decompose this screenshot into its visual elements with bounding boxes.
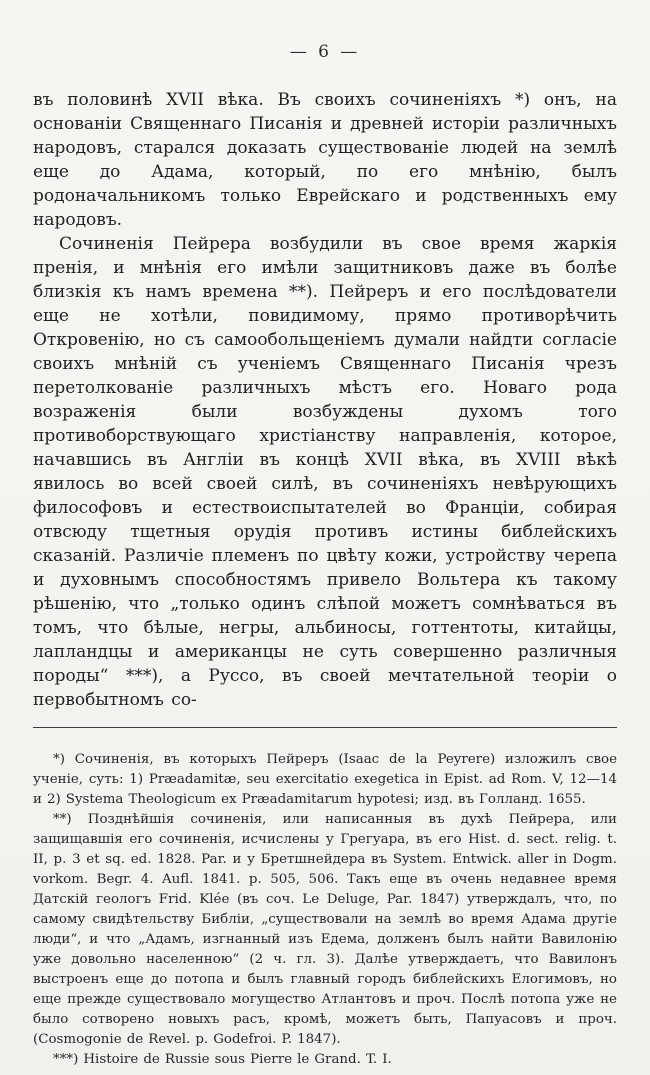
page-number: — 6 —: [289, 42, 361, 62]
footnote: ***) Histoire de Russie sous Pierre le Grand. T. I.: [53, 1052, 392, 1067]
paragraph: въ половинѣ XVII вѣка. Въ своихъ сочиненіяхъ *) онъ, на основаніи Священнаго Писанія и древней исторіи различныхъ народовъ, старался доказать существованіе людей на землѣ еще до Адама, который, по его мнѣнію, былъ родоначальникомъ только Еврейскаго и родственныхъ ему народовъ.: [33, 90, 617, 230]
footnote: **) Позднѣйшія сочиненія, или написанныя въ духѣ Пейрера, или защищавшія его сочиненія, исчислены у Грегуара, въ его Hist. d. sect. relig. t. II, p. 3 et sq. ed. 1828. Par. и у Бретшнейдера въ System. Entwick. aller in Dogm. vorkom. Begr. 4. Aufl. 1841. p. 505, 506. Такъ еще въ очень недавнее время Датскій геологъ Frid. Klée (въ соч. Le Deluge, Par. 1847) утверждалъ, что, по самому свидѣтельству Библіи, „существовали на землѣ во время Адама другіе люди“, и что „Адамъ, изгнанный изъ Едема, долженъ былъ найти Вавилонію уже довольно населенною“ (2 ч. гл. 3). Далѣе утверждаетъ, что Вавилонъ выстроенъ еще до потопа и былъ главный городъ библейскихъ Елогимовъ, но еще прежде существовало могущество Атлантовъ и проч. Послѣ потопа уже не было сотворено новыхъ расъ, кромѣ, можетъ быть, Папуасовъ и проч. (Cosmogonie de Revel. p. Godefroi. P. 1847).: [33, 812, 617, 1047]
footnote: *) Сочиненія, въ которыхъ Пейреръ (Isaac de la Peyrere) изложилъ свое ученіе, суть: 1) Præadamitæ, seu exercitatio exegetica in Epist. ad Rom. V, 12—14 и 2) Systema Theologicum ex Præadamitarum hypotesi; изд. въ Голланд. 1655.: [33, 752, 617, 807]
paragraph: Сочиненія Пейрера возбудили въ свое время жаркія пренія, и мнѣнія его имѣли защитниковъ даже въ болѣе близкія къ намъ времена **). Пейреръ и его послѣдователи еще не хотѣли, повидимому, прямо противорѣчить Откровенію, но съ самообольщеніемъ думали найдти согласіе своихъ мнѣній съ ученіемъ Священнаго Писанія чрезъ перетолкованіе различныхъ мѣстъ его. Новаго рода возраженія были возбуждены духомъ того противоборствующаго христіанству направленія, которое, начавшись въ Англіи въ концѣ XVII вѣка, въ XVIII вѣкѣ явилось во всей своей силѣ, въ сочиненіяхъ невѣрующихъ философовъ и естествоиспытателей во Франціи, собирая отвсюду тщетныя орудія противъ истины библейскихъ сказаній. Различіе племенъ по цвѣту кожи, устройству черепа и духовнымъ способностямъ привело Вольтера къ такому рѣшенію, что „только одинъ слѣпой можетъ сомнѣваться въ томъ, что бѣлые, негры, альбиносы, готтентоты, китайцы, лапландцы и американцы не суть совершенно различныя породы“ ***), а Руссо, въ своей мечтательной теоріи о первобытномъ со-: [33, 234, 617, 710]
footnotes: [33, 750, 617, 1070]
main-text: [33, 88, 617, 712]
footnote-separator: [33, 727, 617, 728]
